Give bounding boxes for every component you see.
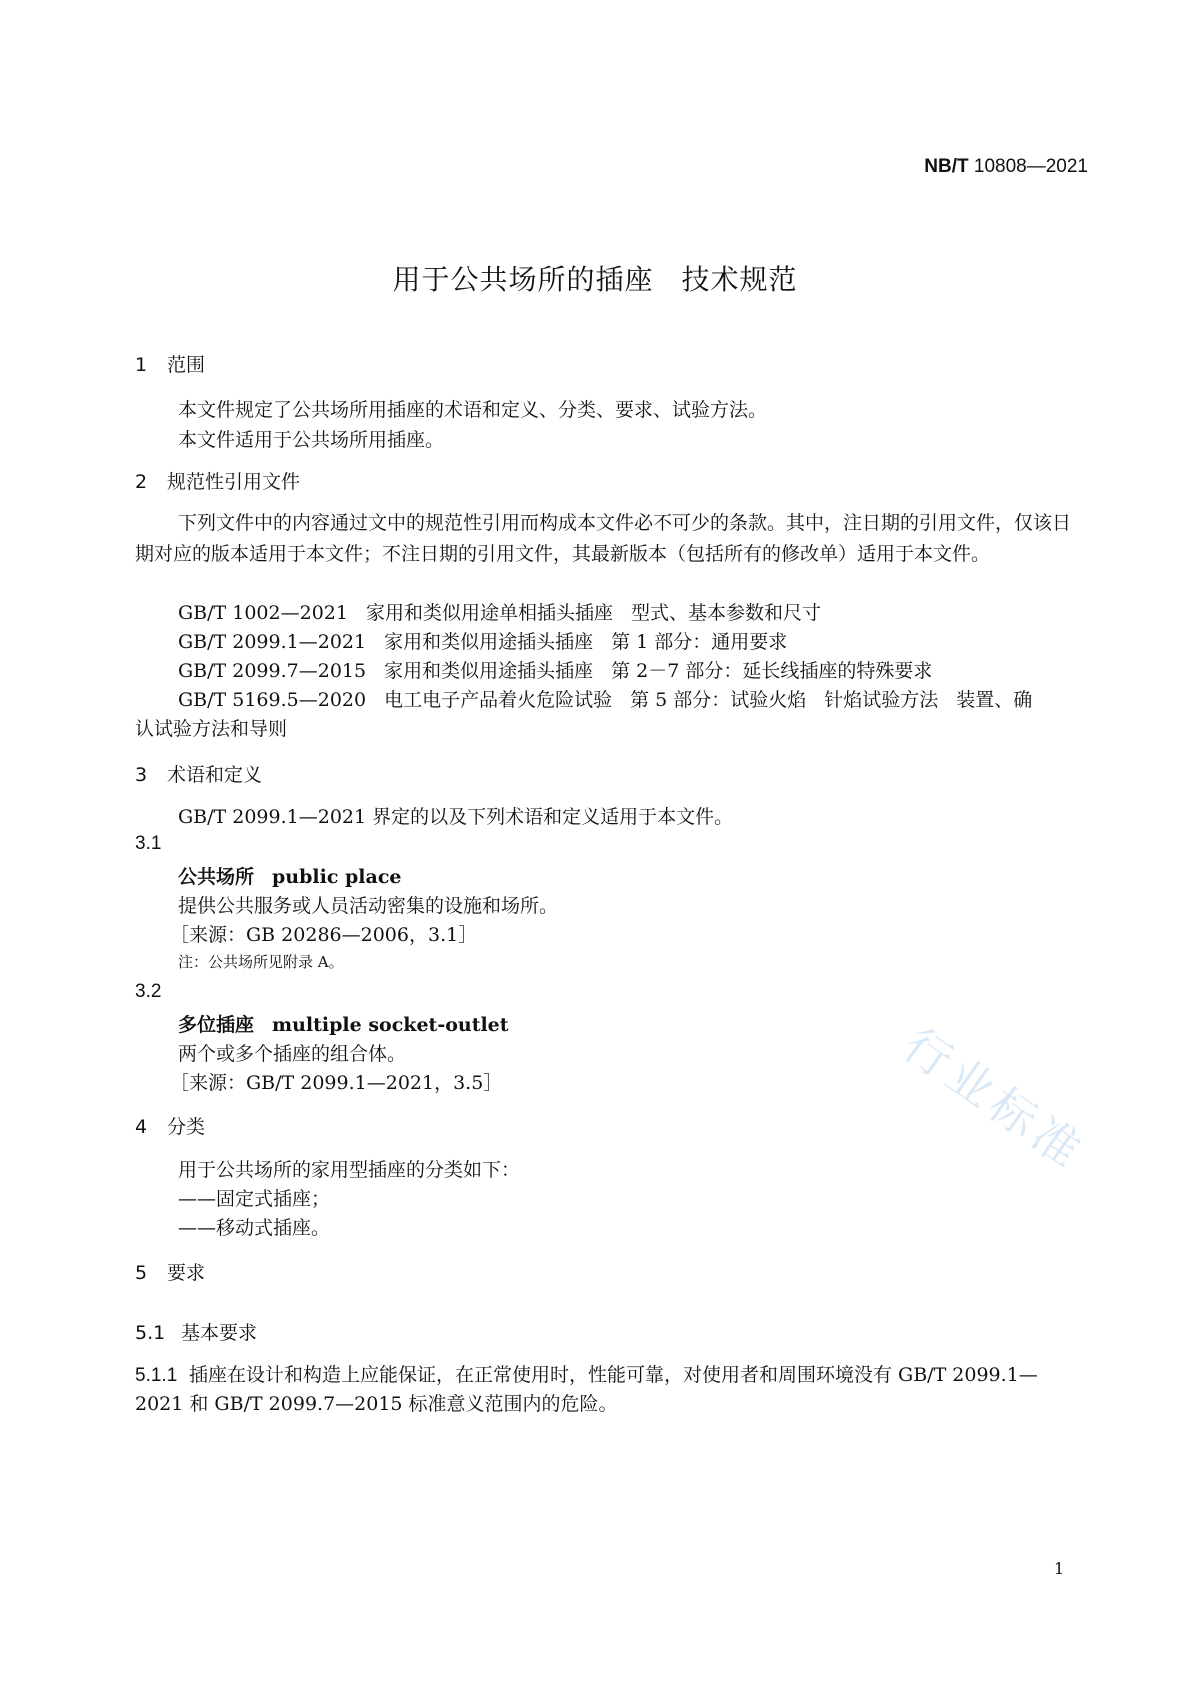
sec1-paragraph-2: 本文件适用于公共场所用插座。 bbox=[178, 429, 445, 451]
section-5-heading: 5 要求 bbox=[135, 1262, 206, 1284]
title-right: 技术规范 bbox=[681, 263, 798, 296]
section-1-heading: 1 范围 bbox=[135, 354, 206, 376]
reference-item: GB/T 2099.1—2021 家用和类似用途插头插座 第 1 部分：通用要求 bbox=[178, 631, 788, 653]
section-4-heading: 4 分类 bbox=[135, 1116, 206, 1138]
section-2-heading: 2 规范性引用文件 bbox=[135, 471, 301, 493]
term-number: 3.2 bbox=[135, 981, 162, 1002]
watermark: 行业标准 bbox=[893, 1017, 1096, 1181]
reference-item: GB/T 1002—2021 家用和类似用途单相插头插座 型式、基本参数和尺寸 bbox=[178, 602, 821, 624]
page-number: 1 bbox=[1054, 1559, 1065, 1578]
sec2-intro: 下列文件中的内容通过文中的规范性引用而构成本文件必不可少的条款。其中，注日期的引用文件，仅该日期对应的版本适用于本文件；不注日期的引用文件，其最新版本（包括所有的修改单）适用于本文件。 bbox=[135, 512, 1072, 565]
term-number: 3.1 bbox=[135, 833, 162, 854]
list-item: ——移动式插座。 bbox=[178, 1217, 331, 1239]
document-number bbox=[924, 156, 1088, 178]
term-source: ［来源：GB/T 2099.1—2021，3.5］ bbox=[170, 1072, 503, 1094]
reference-item: GB/T 5169.5—2020 电工电子产品着火危险试验 第 5 部分：试验火焰 针焰试验方法 装置、确 bbox=[178, 689, 1033, 711]
clause-continuation: 2021 和 GB/T 2099.7—2015 标准意义范围内的危险。 bbox=[135, 1393, 618, 1415]
page-title bbox=[0, 258, 1190, 298]
reference-item: GB/T 2099.7—2015 家用和类似用途插头插座 第 2－7 部分：延长线插座的特殊要求 bbox=[178, 660, 933, 682]
subsection-5-1-heading: 5.1 基本要求 bbox=[135, 1322, 258, 1344]
term-name: 多位插座 multiple socket-outlet bbox=[178, 1014, 509, 1036]
term-name: 公共场所 public place bbox=[178, 866, 402, 888]
sec3-intro: GB/T 2099.1—2021 界定的以及下列术语和定义适用于本文件。 bbox=[178, 806, 734, 828]
sec1-paragraph-1: 本文件规定了公共场所用插座的术语和定义、分类、要求、试验方法。 bbox=[178, 399, 768, 421]
term-definition: 提供公共服务或人员活动密集的设施和场所。 bbox=[178, 895, 559, 917]
clause-5-1-1: 5.1.1 插座在设计和构造上应能保证，在正常使用时，性能可靠，对使用者和周围环境没有 GB/T 2099.1— bbox=[135, 1364, 1038, 1386]
reference-continuation: 认试验方法和导则 bbox=[135, 718, 288, 740]
term-note: 注：公共场所见附录 A。 bbox=[178, 953, 344, 971]
term-source: ［来源：GB 20286—2006，3.1］ bbox=[170, 924, 478, 946]
doc-number: 10808—2021 bbox=[968, 156, 1088, 177]
title-left: 用于公共场所的插座 bbox=[392, 263, 654, 296]
list-item: ——固定式插座； bbox=[178, 1188, 331, 1210]
sec4-intro: 用于公共场所的家用型插座的分类如下： bbox=[178, 1159, 521, 1181]
doc-prefix: NB/T bbox=[924, 156, 969, 177]
term-definition: 两个或多个插座的组合体。 bbox=[178, 1043, 407, 1065]
section-3-heading: 3 术语和定义 bbox=[135, 764, 263, 786]
